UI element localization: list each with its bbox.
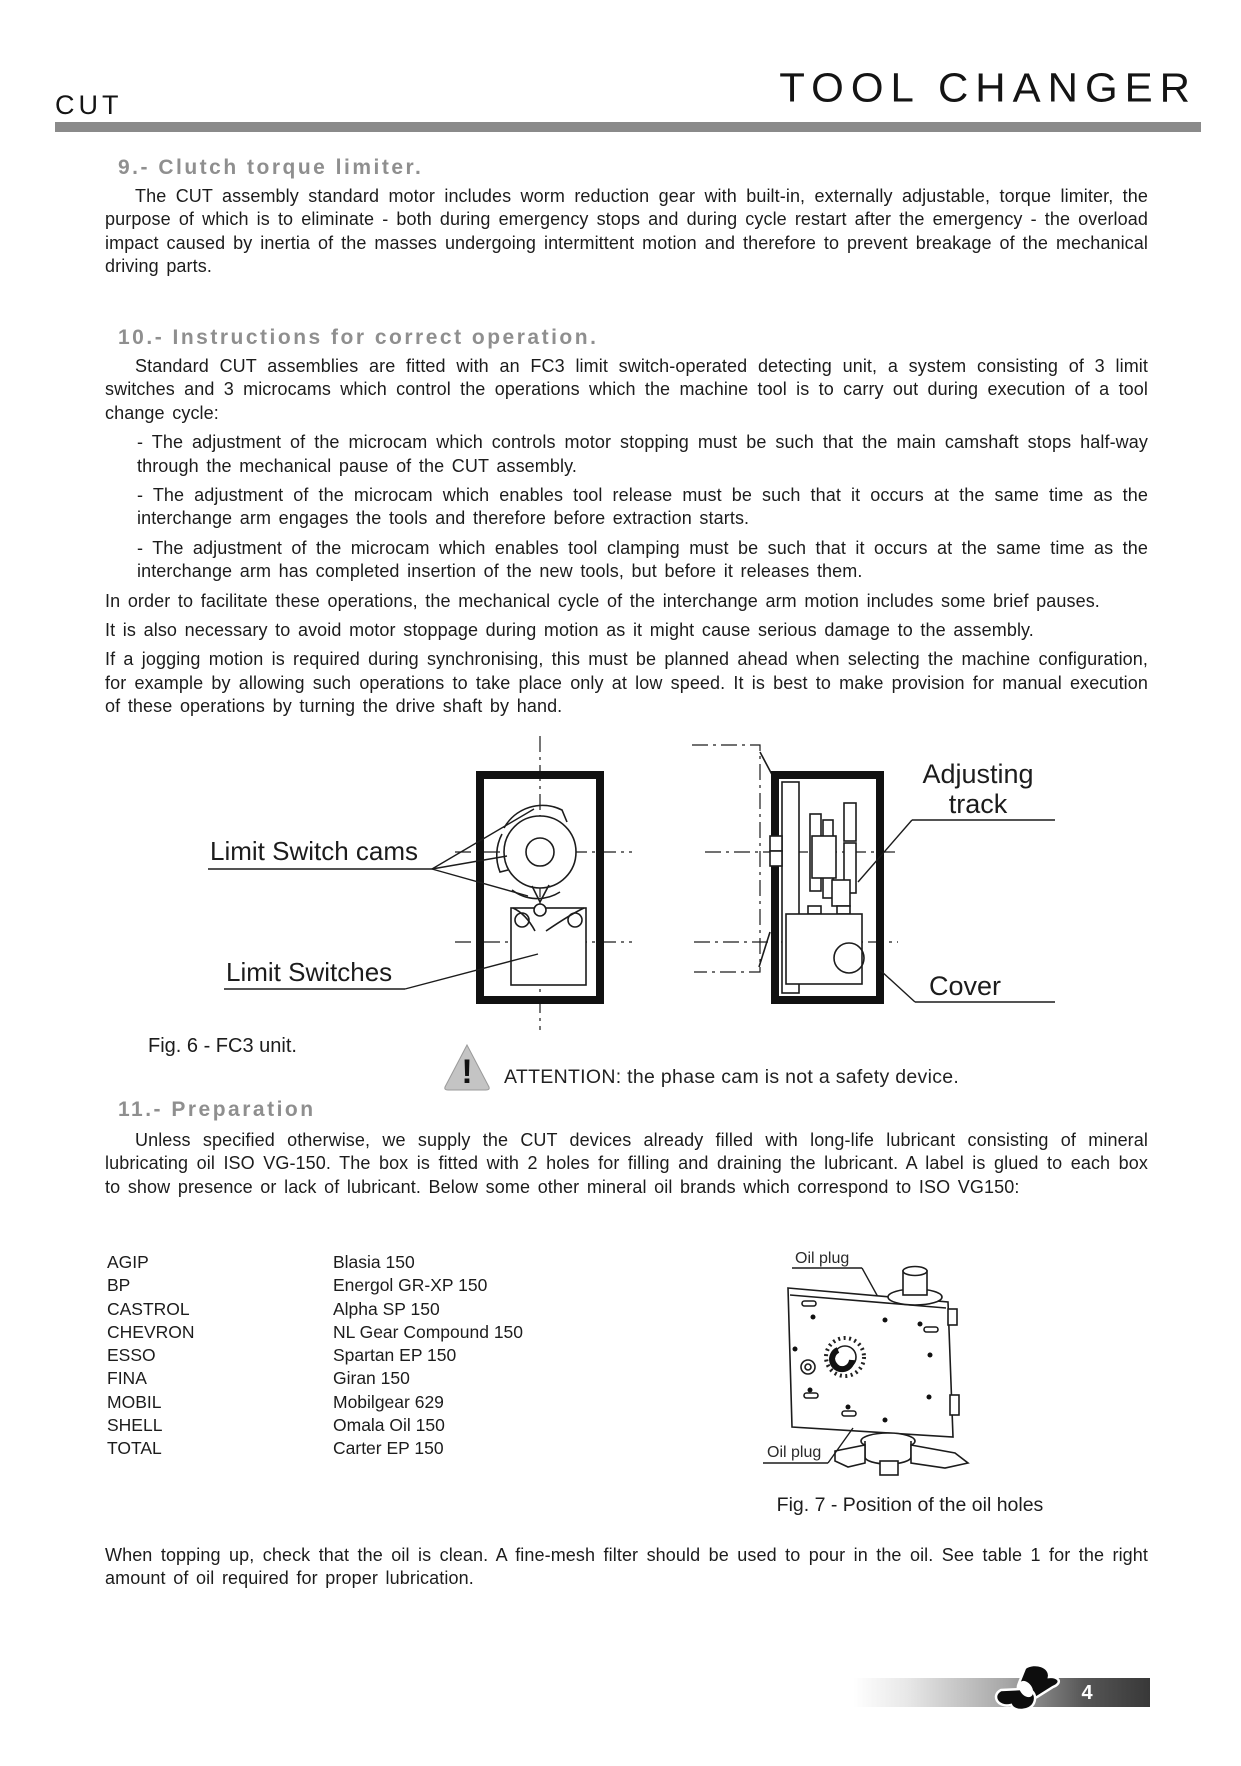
exclamation-mark: ! [461,1053,473,1091]
leader-line [759,932,770,967]
bottom-tab [880,1461,898,1475]
table-cell-brand: CASTROL [107,1298,190,1319]
table-cell-product: NL Gear Compound 150 [333,1321,524,1342]
side-bracket [950,1395,959,1415]
section-9-heading: 9.- Clutch torque limiter. [118,156,424,179]
paragraph: Unless specified otherwise, we supply the CUT devices already filled with long-life lubricant consisting of mineral lubricating oil ISO VG-150. The box is fitted with 2 holes for filling and draining the lubricant. A label is glued to each box to show presence or lack of lubricant. Below some other mineral oil brands which correspond to ISO VG150: [105,1130,1148,1197]
oil-hole [928,1353,933,1358]
phantom-outline [692,745,760,972]
bottom-wing-right [911,1445,968,1468]
table-cell-product: Spartan EP 150 [333,1345,457,1366]
paragraph: It is also necessary to avoid motor stoppage during motion as it might cause serious damage to the assembly. [105,620,1034,641]
fig6-label-switches: Limit Switches [226,957,393,987]
oil-hole [808,1388,813,1393]
warning-triangle-icon [442,1042,492,1092]
oil-hole [918,1322,923,1327]
fig6-fc3-unit-drawing [60,730,1160,1060]
oil-hole [883,1318,888,1323]
table-cell-brand: BP [107,1275,131,1296]
fig7-label-oil-plug-top: Oil plug [795,1250,850,1267]
side-bracket [948,1309,957,1325]
fig6-label-adjusting: Adjusting [922,759,1034,789]
paragraph: In order to facilitate these operations, the mechanical cycle of the interchange arm motion includes some brief pauses. [105,590,1100,611]
paragraph: Standard CUT assemblies are fitted with an FC3 limit switch-operated detecting unit, a system consisting of 3 limit switches and 3 microcams which control the operations which the machine tool is to carry out during execution of a tool change cycle: [105,356,1148,423]
fig6-label-track: track [948,789,1008,819]
bottom-wing-left [835,1445,865,1467]
fig6-label-cams: Limit Switch cams [210,836,419,866]
slot-hole [924,1327,938,1332]
microcam-block [812,836,836,878]
table-cell-brand: CHEVRON [107,1321,195,1342]
table-cell-brand: AGIP [107,1252,149,1272]
slot-hole [842,1411,856,1416]
oil-hole [927,1395,932,1400]
table-cell-brand: SHELL [107,1415,163,1436]
leader-line [880,970,915,1002]
list-item: - The adjustment of the microcam which enables tool clamping must be such that it occurs at the same time as the interchange arm has completed insertion of the new tools, but before it releases them. [137,537,1148,582]
fig7-caption: Fig. 7 - Position of the oil holes [776,1494,1044,1516]
shaft-stub [770,836,782,851]
shaft-stub [770,851,782,866]
fig7-oil-holes-drawing [740,1237,1070,1492]
limit-switch-body [511,908,586,985]
oil-hole [793,1347,798,1352]
paragraph: If a jogging motion is required during synchronising, this must be planned ahead when selecting the machine configuration, for example by allowing such operations to take place only at low speed. It is best to make provision for manual execution of these operations by turning the drive shaft by hand. [105,649,1148,717]
fig6-caption: Fig. 6 - FC3 unit. [148,1035,297,1057]
fig6-label-cover: Cover [928,971,1002,1001]
topping-up-note [105,1544,1148,1591]
oil-hole [846,1405,851,1410]
microcam-block [832,880,850,906]
table-cell-product: Blasia 150 [333,1252,415,1272]
slot-hole [804,1393,818,1398]
brand-wordmark: CUT [55,90,123,120]
section-9-body [105,185,1148,279]
header-rule [55,122,1201,132]
paragraph: The CUT assembly standard motor includes worm reduction gear with built-in, externally adjustable, torque limiter, the purpose of which is to eliminate - both during emergency stops and during cycle restart after the emergency - the overload impact caused by inertia of the masses undergoing intermittent motion and therefore to prevent breakage of the mechanical driving parts. [105,186,1148,277]
oil-brands-table [107,1251,523,1461]
attention-text: ATTENTION: the phase cam is not a safety device. [504,1066,960,1088]
table-cell-product: Omala Oil 150 [333,1415,445,1436]
list-item: - The adjustment of the microcam which controls motor stopping must be such that the main camshaft stops half-way through the mechanical pause of the CUT assembly. [137,432,1148,476]
table-cell-product: Energol GR-XP 150 [333,1275,488,1296]
oil-hole [811,1315,816,1320]
cam-disc [504,816,576,888]
section-11-heading: 11.- Preparation [118,1098,316,1121]
adjusting-track-bar [844,803,856,841]
roller [534,904,546,916]
table-cell-brand: TOTAL [107,1438,162,1459]
cam-foot [808,906,821,914]
section-11-body [105,1129,1148,1199]
table-cell-brand: FINA [107,1368,147,1389]
cam-foot [837,906,850,914]
leader-line [862,1268,878,1297]
fig7-label-oil-plug-bottom: Oil plug [767,1444,822,1461]
list-item: - The adjustment of the microcam which enables tool release must be such that it occurs at the same time as the interchange arm engages the tools and therefore before extraction starts. [137,485,1148,529]
section-10-heading: 10.- Instructions for correct operation. [118,326,599,349]
brand-logo-icon [985,1664,1069,1712]
paragraph: When topping up, check that the oil is clean. A fine-mesh filter should be used to pour in the oil. See table 1 for the right amount of oil required for proper lubrication. [105,1545,1148,1589]
leader-line [858,820,912,882]
table-cell-product: Mobilgear 629 [333,1391,444,1412]
table-cell-product: Alpha SP 150 [333,1298,440,1319]
oil-hole [883,1418,888,1423]
table-cell-brand: MOBIL [107,1391,162,1412]
oil-plug-top-face [903,1267,927,1276]
table-cell-product: Giran 150 [333,1368,410,1389]
page-number: 4 [1081,1682,1093,1704]
section-10-body [105,355,1148,719]
table-cell-product: Carter EP 150 [333,1438,444,1459]
table-cell-brand: ESSO [107,1345,156,1366]
page-title: TOOL CHANGER [779,64,1197,111]
slot-hole [802,1301,816,1306]
